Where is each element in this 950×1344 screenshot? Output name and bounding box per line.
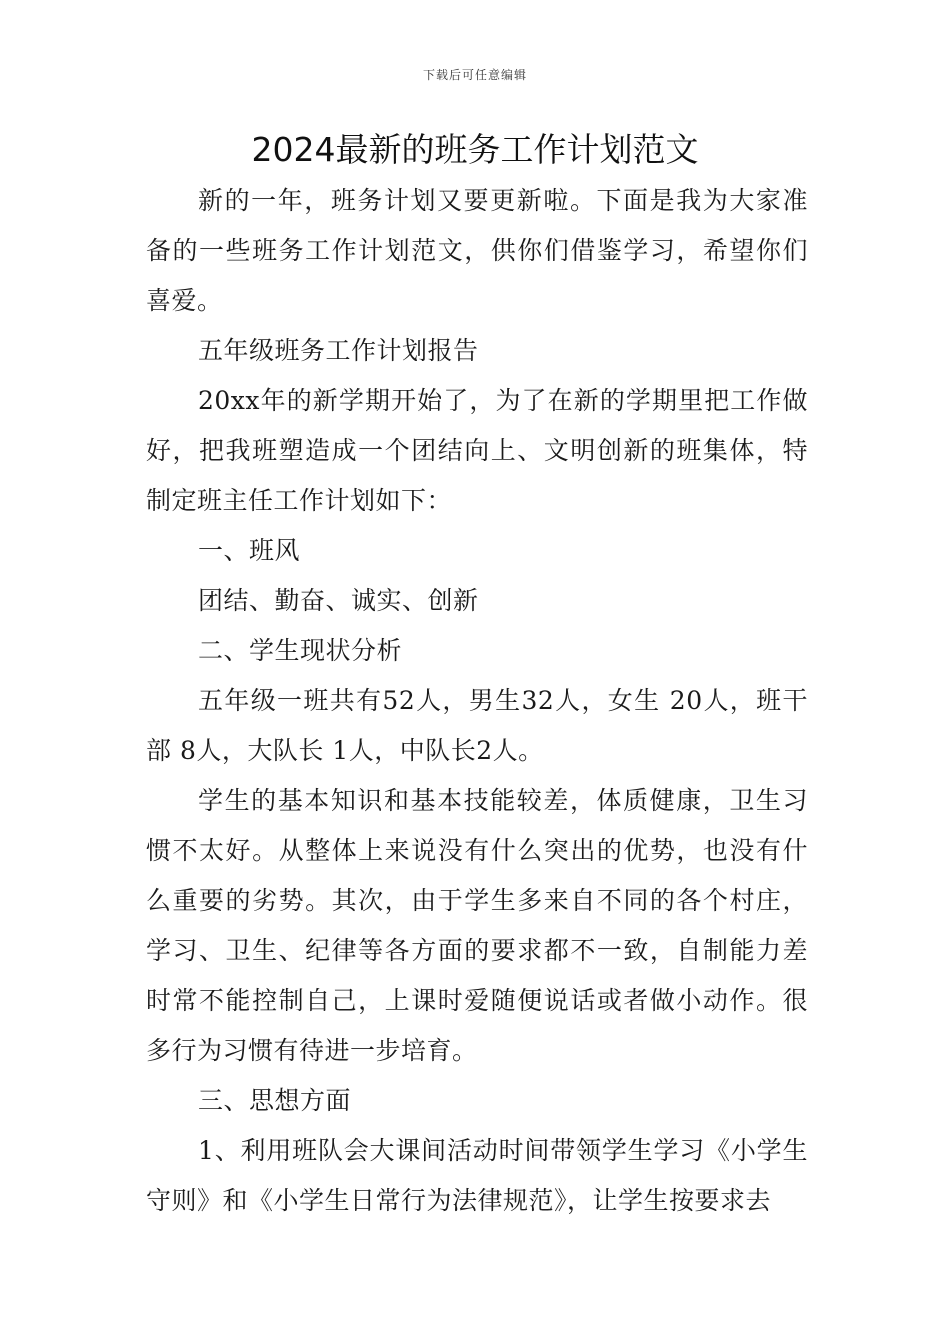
paragraph-intro: 新的一年，班务计划又要更新啦。下面是我为大家准备的一些班务工作计划范文，供你们借鉴学习，希望你们喜爱。 [146, 186, 808, 315]
document-body [146, 176, 808, 1226]
section-heading-ideology: 三、思想方面 [198, 1086, 352, 1115]
section-heading-student-analysis: 二、学生现状分析 [198, 636, 403, 665]
paragraph-plan-intro: 20xx年的新学期开始了，为了在新的学期里把工作做好，把我班塑造成一个团结向上、文明创新的班集体，特制定班主任工作计划如下： [146, 386, 808, 515]
document-title: 2024最新的班务工作计划范文 [251, 130, 699, 169]
paragraph-ideology-item-1: 1、利用班队会大课间活动时间带领学生学习《小学生守则》和《小学生日常行为法律规范》，让学生按要求去 [146, 1136, 808, 1215]
paragraph-student-analysis: 学生的基本知识和基本技能较差，体质健康，卫生习惯不太好。从整体上来说没有什么突出的优势，也没有什么重要的劣势。其次，由于学生多来自不同的各个村庄，学习、卫生、纪律等各方面的要求都不一致，自制能力差时常不能控制自己，上课时爱随便说话或者做小动作。很多行为习惯有待进一步培育。 [146, 786, 808, 1065]
header-note: 下载后可任意编辑 [422, 68, 527, 82]
section-heading-class-style: 一、班风 [198, 536, 301, 565]
paragraph-class-style: 团结、勤奋、诚实、创新 [198, 586, 479, 615]
paragraph-student-count: 五年级一班共有52人，男生32人，女生 20人，班干部 8人，大队长 1人，中队长2人。 [146, 686, 808, 765]
section-heading-report: 五年级班务工作计划报告 [198, 336, 479, 365]
